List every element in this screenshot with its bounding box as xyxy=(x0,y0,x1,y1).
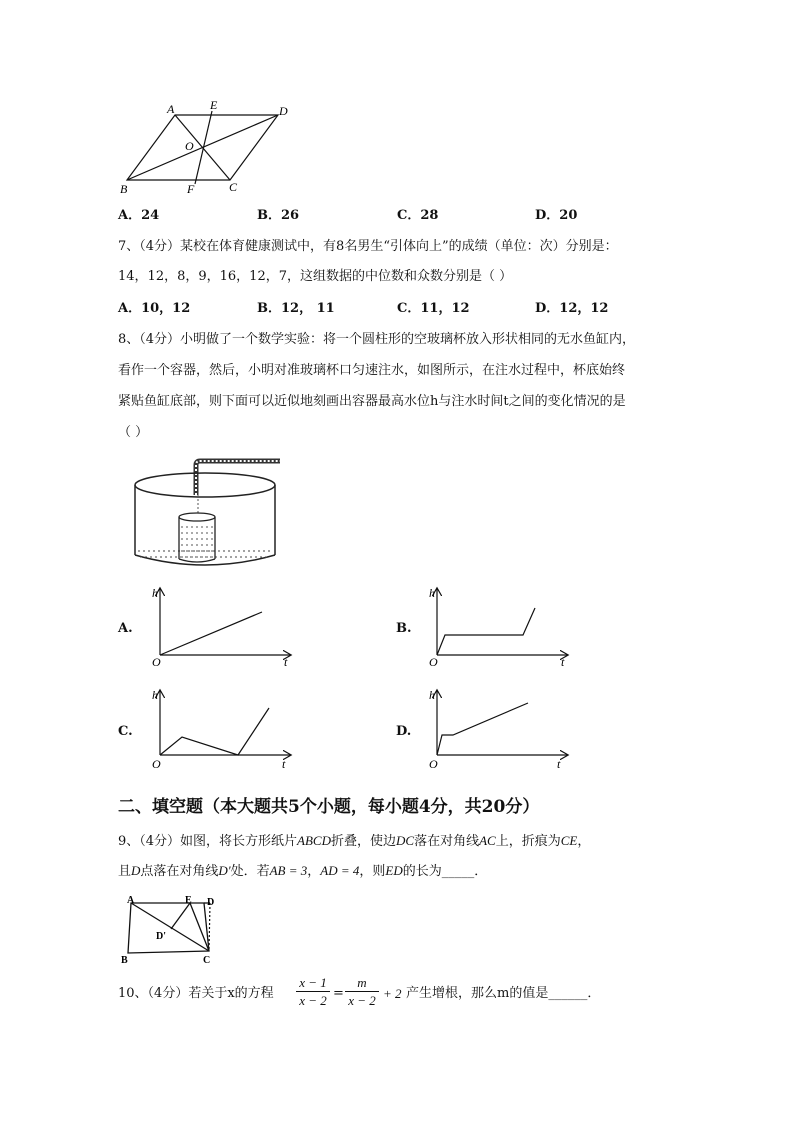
q9-ac: AC xyxy=(479,833,496,848)
q8-line3: 紧贴鱼缸底部，则下面可以近似地刻画出容器最高水位h与注水时间t之间的变化情况的是 xyxy=(118,394,626,409)
q6-option-b: B．26 xyxy=(257,208,300,223)
q7-option-b: B．12， 11 xyxy=(257,301,335,316)
graph-a-o: O xyxy=(152,655,161,668)
graph-d-curve xyxy=(437,703,528,755)
folded-rectangle-figure xyxy=(116,893,226,973)
q7-line2: 14，12，8，9，16，12，7，这组数据的中位数和众数分别是（ ） xyxy=(118,269,513,284)
label-D: D xyxy=(279,104,288,118)
q9-text: 处．若 xyxy=(230,864,270,879)
fraction-bar xyxy=(296,991,330,992)
fold-label-D: D xyxy=(207,897,215,908)
q9-ed: ED xyxy=(385,863,403,878)
graph-c-h: h xyxy=(152,688,158,702)
fraction-bar xyxy=(345,991,379,992)
q9-text: 点落在对角线 xyxy=(140,864,219,879)
q7-option-a: A．10，12 xyxy=(118,301,191,316)
graph-c-t: t xyxy=(282,757,286,770)
q9-ce: CE xyxy=(560,833,578,848)
q9-text: 的长为_____． xyxy=(402,864,488,879)
label-F: F xyxy=(187,182,195,196)
graph-b-curve xyxy=(437,608,535,655)
q6-option-c: C．28 xyxy=(397,208,439,223)
graph-b-label: B. xyxy=(396,621,412,636)
parallelogram-figure xyxy=(115,98,300,198)
q10-numerator-1: x − 1 xyxy=(299,975,327,990)
graph-d-h: h xyxy=(429,688,435,702)
q10-fraction-2 xyxy=(345,975,379,1008)
q10-denominator-1: x − 2 xyxy=(299,993,327,1008)
fish-tank-figure xyxy=(128,455,288,570)
q10-numerator-2: m xyxy=(357,975,367,990)
q9-dc: DC xyxy=(396,833,415,848)
q9-line2 xyxy=(118,862,487,881)
graph-a xyxy=(148,583,298,668)
label-E: E xyxy=(210,98,218,112)
label-B: B xyxy=(120,182,128,196)
q9-abcd: ABCD xyxy=(297,833,331,848)
q9-text: ， xyxy=(577,834,591,849)
q9-ab-eq: AB = 3 xyxy=(269,863,308,878)
q10-suffix: 产生增根，那么m的值是______． xyxy=(406,986,601,1001)
graph-b-o: O xyxy=(429,655,438,668)
fold-label-A: A xyxy=(127,895,135,906)
fold-label-Dprime: D' xyxy=(156,931,166,942)
graph-a-h: h xyxy=(152,586,158,600)
q9-text: 9、（4分）如图，将长方形纸片 xyxy=(118,834,298,849)
q9-text: ，则 xyxy=(359,864,386,879)
graph-c-curve xyxy=(160,708,269,755)
q8-line4: （ ） xyxy=(118,425,149,440)
q9-text: 且 xyxy=(118,864,132,879)
graph-b-h: h xyxy=(429,586,435,600)
q9-text: 折叠，使边 xyxy=(331,834,397,849)
q7-option-d: D．12，12 xyxy=(535,301,609,316)
q8-line2: 看作一个容器，然后，小明对准玻璃杯口匀速注水，如图所示，在注水过程中，杯底始终 xyxy=(118,363,626,378)
q10-plus-two: + 2 xyxy=(383,986,402,1001)
graph-c xyxy=(148,685,298,770)
graph-c-label: C. xyxy=(118,724,133,739)
fold-label-E: E xyxy=(185,895,192,906)
q9-ad-eq: AD = 4 xyxy=(320,863,360,878)
q6-option-a: A．24 xyxy=(118,208,160,223)
section-2-title: 二、填空题（本大题共5个小题，每小题4分，共20分） xyxy=(118,797,540,817)
graph-d-label: D. xyxy=(396,724,412,739)
fold-label-B: B xyxy=(121,955,128,966)
graph-d xyxy=(425,685,575,770)
q10-equals: = xyxy=(333,986,344,1001)
graph-d-o: O xyxy=(429,757,438,770)
q7-option-c: C．11，12 xyxy=(397,301,470,316)
fold-label-C: C xyxy=(203,955,211,966)
label-O: O xyxy=(185,139,194,153)
q9-line1 xyxy=(118,832,590,851)
graph-b xyxy=(425,583,575,668)
q10-denominator-2: x − 2 xyxy=(348,993,376,1008)
graph-a-label: A. xyxy=(118,621,133,636)
graph-a-curve xyxy=(160,612,262,655)
label-A: A xyxy=(167,102,175,116)
q10-prefix: 10、（4分）若关于x的方程 xyxy=(118,986,274,1001)
q10-fraction-1 xyxy=(296,975,330,1008)
graph-c-o: O xyxy=(152,757,161,770)
graph-d-t: t xyxy=(557,757,561,770)
q9-dprime: D' xyxy=(218,863,231,878)
graph-b-t: t xyxy=(561,655,565,668)
q9-d: D xyxy=(131,863,141,878)
label-C: C xyxy=(229,180,238,194)
graph-a-t: t xyxy=(284,655,288,668)
q6-option-d: D．20 xyxy=(535,208,578,223)
q9-text: 上，折痕为 xyxy=(495,834,561,849)
q9-text: ， xyxy=(307,864,321,879)
q7-line1: 7、（4分）某校在体育健康测试中，有8名男生“引体向上”的成绩（单位：次）分别是： xyxy=(118,239,618,254)
q9-text: 落在对角线 xyxy=(414,834,480,849)
q8-line1: 8、（4分）小明做了一个数学实验：将一个圆柱形的空玻璃杯放入形状相同的无水鱼缸内， xyxy=(118,332,636,347)
